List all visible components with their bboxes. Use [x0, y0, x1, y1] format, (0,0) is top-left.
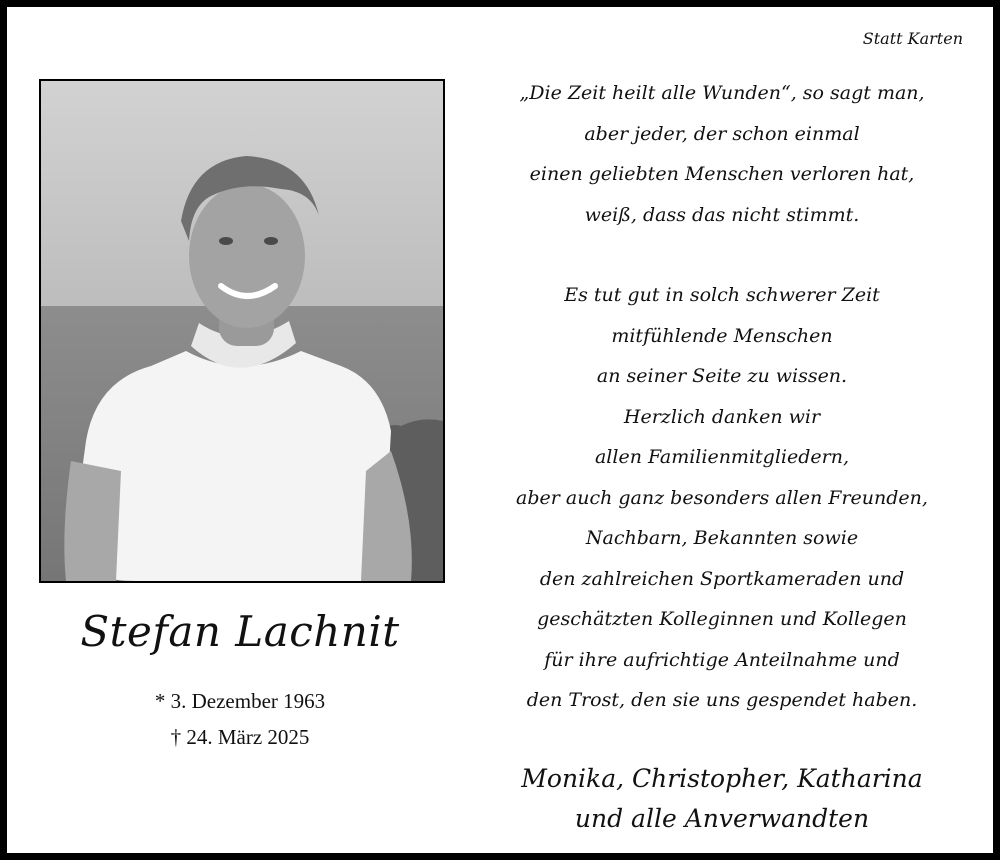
thank-you-text — [472, 73, 972, 761]
text-line: für ihre aufrichtige Anteilnahme und — [544, 648, 900, 671]
text-line: „Die Zeit heilt alle Wunden“, so sagt man, — [519, 82, 925, 104]
text-line: aber jeder, der schon einmal — [584, 122, 860, 145]
stanza-thanks — [472, 275, 972, 721]
family-signature — [472, 759, 972, 839]
deceased-name: Stefan Lachnit — [80, 607, 400, 656]
text-line: aber auch ganz besonders allen Freunden, — [516, 486, 928, 509]
signature-line: Monika, Christopher, Katharina — [521, 764, 923, 793]
text-line: Herzlich danken wir — [623, 405, 821, 428]
text-line: allen Familienmitgliedern, — [594, 446, 849, 468]
stanza-quote — [472, 73, 972, 235]
text-line: einen geliebten Menschen verloren hat, — [529, 163, 915, 185]
text-line: den zahlreichen Sportkameraden und — [539, 567, 905, 590]
text-line: Es tut gut in solch schwerer Zeit — [564, 284, 880, 306]
portrait-illustration — [41, 81, 443, 581]
text-line: Nachbarn, Bekannten sowie — [585, 527, 859, 549]
signature-line: und alle Anverwandten — [574, 804, 870, 833]
life-dates — [35, 683, 445, 755]
birth-date: * 3. Dezember 1963 — [154, 689, 326, 713]
death-date: † 24. März 2025 — [170, 725, 310, 749]
statt-karten-note: Statt Karten — [862, 29, 963, 48]
text-line: mitfühlende Menschen — [611, 324, 833, 347]
text-line: geschätzten Kolleginnen und Kollegen — [537, 608, 907, 630]
text-line: an seiner Seite zu wissen. — [596, 365, 848, 387]
text-line: weiß, dass das nicht stimmt. — [584, 203, 860, 226]
text-line: den Trost, den sie uns gespendet haben. — [526, 689, 918, 711]
portrait-photo — [39, 79, 445, 583]
